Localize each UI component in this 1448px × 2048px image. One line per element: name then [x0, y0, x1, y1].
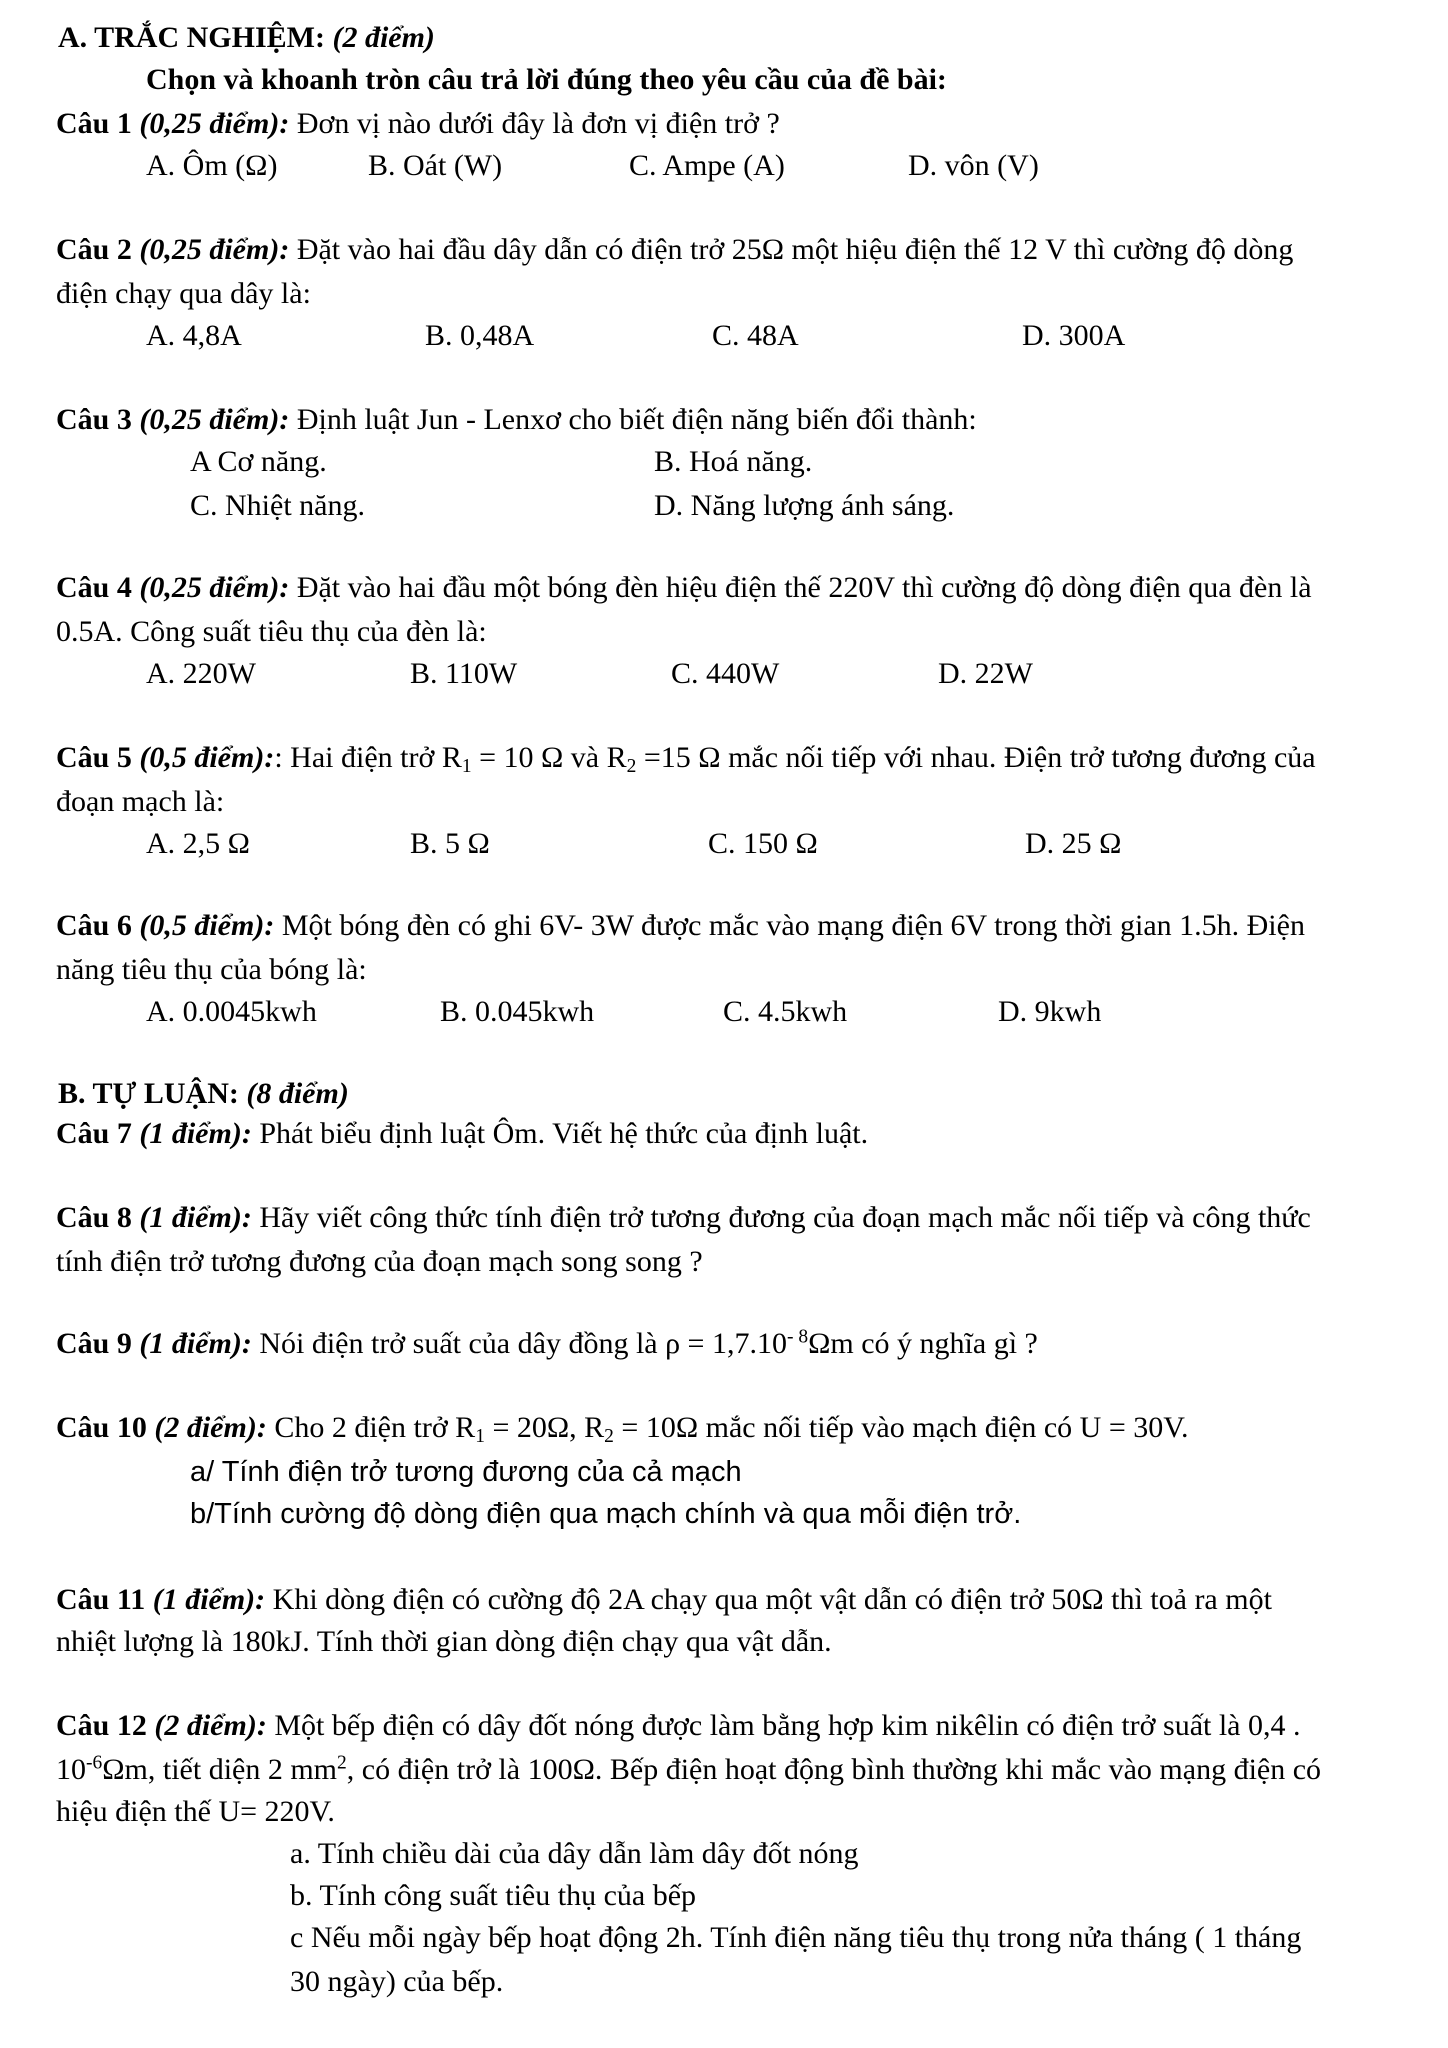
- q5-text-c: =15 Ω mắc nối tiếp với nhau. Điện trở tương đương của: [636, 741, 1316, 774]
- section-b-points: (8 điểm): [246, 1077, 349, 1110]
- question-2: [56, 230, 1293, 270]
- q10-text-a: Cho 2 điện trở R: [274, 1411, 476, 1444]
- q11-text-line1: Khi dòng điện có cường độ 2A chạy qua một vật dẫn có điện trở 50Ω thì toả ra một: [272, 1583, 1272, 1616]
- q4-points: (0,25 điểm):: [139, 571, 290, 604]
- q9-sup: - 8: [786, 1326, 809, 1348]
- q6-option-a[interactable]: A. 0.0045kwh: [146, 995, 317, 1028]
- question-9: [56, 1324, 1038, 1364]
- q2-option-b[interactable]: B. 0,48A: [425, 319, 535, 352]
- q3-option-b[interactable]: B. Hoá năng.: [654, 445, 813, 478]
- q7-label: Câu 7: [56, 1117, 132, 1150]
- q2-text-line2: điện chạy qua dây là:: [56, 277, 311, 310]
- q5-option-d[interactable]: D. 25 Ω: [1025, 827, 1122, 860]
- q12-text-line1: Một bếp điện có dây đốt nóng được làm bằng hợp kim nikêlin có điện trở suất là 0,4 .: [274, 1709, 1301, 1742]
- q7-text: Phát biểu định luật Ôm. Viết hệ thức của định luật.: [259, 1117, 869, 1150]
- q12-label: Câu 12: [56, 1709, 147, 1742]
- q6-points: (0,5 điểm):: [139, 909, 275, 942]
- q5-text-b: = 10 Ω và R: [471, 741, 627, 774]
- q2-option-a[interactable]: A. 4,8A: [146, 319, 242, 352]
- q12-l2-b: Ωm, tiết diện 2 mm: [102, 1753, 338, 1786]
- q12-text-line3: hiệu điện thế U= 220V.: [56, 1795, 335, 1828]
- section-a-points: (2 điểm): [332, 21, 435, 54]
- q5-sub-2: 2: [626, 755, 637, 777]
- q1-points: (0,25 điểm):: [139, 107, 290, 140]
- q10-text-c: = 10Ω mắc nối tiếp vào mạch điện có U = 30V.: [613, 1411, 1189, 1444]
- q11-label: Câu 11: [56, 1583, 146, 1616]
- q2-text-line1: Đặt vào hai đầu dây dẫn có điện trở 25Ω một hiệu điện thế 12 V thì cường độ dòng: [296, 233, 1294, 266]
- q3-option-c[interactable]: C. Nhiệt năng.: [190, 489, 365, 522]
- q11-points: (1 điểm):: [152, 1583, 266, 1616]
- q10-text-b: = 20Ω, R: [484, 1411, 605, 1444]
- question-1: [56, 104, 780, 144]
- q4-option-b[interactable]: B. 110W: [410, 657, 518, 690]
- q9-points: (1 điểm):: [139, 1327, 252, 1360]
- q3-option-d[interactable]: D. Năng lượng ánh sáng.: [654, 489, 955, 522]
- q8-points: (1 điểm):: [139, 1201, 252, 1234]
- q1-label: Câu 1: [56, 107, 132, 140]
- q10-sub-2: 2: [604, 1425, 614, 1447]
- q4-option-c[interactable]: C. 440W: [671, 657, 780, 690]
- q2-option-c[interactable]: C. 48A: [712, 319, 799, 352]
- question-6: [56, 906, 1305, 946]
- q5-text-a: : Hai điện trở R: [274, 741, 462, 774]
- q9-text-b: Ωm có ý nghĩa gì ?: [808, 1327, 1038, 1360]
- q12-part-b: b. Tính công suất tiêu thụ của bếp: [290, 1879, 697, 1912]
- q1-option-a[interactable]: A. Ôm (Ω): [146, 149, 278, 182]
- q6-text-line1: Một bóng đèn có ghi 6V- 3W được mắc vào mạng điện 6V trong thời gian 1.5h. Điện: [281, 909, 1305, 942]
- q10-part-a: a/ Tính điện trở tương đương của cả mạch: [190, 1456, 742, 1488]
- q9-label: Câu 9: [56, 1327, 132, 1360]
- question-7: [56, 1114, 868, 1154]
- q8-text-line2: tính điện trở tương đương của đoạn mạch song song ?: [56, 1245, 703, 1278]
- q6-option-b[interactable]: B. 0.045kwh: [440, 995, 595, 1028]
- q3-option-a[interactable]: A Cơ năng.: [190, 445, 327, 478]
- q10-part-b: b/Tính cường độ dòng điện qua mạch chính và qua mỗi điện trở.: [190, 1498, 1022, 1530]
- question-5: [56, 738, 1316, 778]
- q5-option-c[interactable]: C. 150 Ω: [708, 827, 818, 860]
- q12-l2-a: 10: [56, 1753, 86, 1786]
- section-b-heading: [58, 1074, 349, 1114]
- question-12: [56, 1706, 1301, 1746]
- q5-sub-1: 1: [461, 755, 472, 777]
- q10-label: Câu 10: [56, 1411, 147, 1444]
- section-a-heading: [58, 18, 435, 58]
- q4-text-line1: Đặt vào hai đầu một bóng đèn hiệu điện thế 220V thì cường độ dòng điện qua đèn là: [296, 571, 1312, 604]
- question-11: [56, 1580, 1272, 1620]
- q12-part-c-line2: 30 ngày) của bếp.: [290, 1965, 504, 1998]
- q4-option-a[interactable]: A. 220W: [146, 657, 256, 690]
- q11-text-line2: nhiệt lượng là 180kJ. Tính thời gian dòng điện chạy qua vật dẫn.: [56, 1625, 832, 1658]
- q12-l2-c: , có điện trở là 100Ω. Bếp điện hoạt động bình thường khi mắc vào mạng điện có: [346, 1753, 1322, 1786]
- q8-label: Câu 8: [56, 1201, 132, 1234]
- q2-option-d[interactable]: D. 300A: [1022, 319, 1126, 352]
- q10-points: (2 điểm):: [154, 1411, 267, 1444]
- q4-label: Câu 4: [56, 571, 132, 604]
- q3-label: Câu 3: [56, 403, 132, 436]
- q1-option-d[interactable]: D. vôn (V): [908, 149, 1039, 182]
- q5-points: (0,5 điểm):: [139, 741, 275, 774]
- q5-option-b[interactable]: B. 5 Ω: [410, 827, 490, 860]
- q5-option-a[interactable]: A. 2,5 Ω: [146, 827, 250, 860]
- q7-points: (1 điểm):: [139, 1117, 252, 1150]
- question-3: [56, 400, 977, 440]
- q12-l2-sup2: 2: [337, 1752, 347, 1774]
- q12-text-line2: [56, 1750, 1321, 1790]
- q6-option-d[interactable]: D. 9kwh: [998, 995, 1102, 1028]
- q8-text-line1: Hãy viết công thức tính điện trở tương đương của đoạn mạch mắc nối tiếp và công thức: [259, 1201, 1311, 1234]
- question-10: [56, 1408, 1189, 1448]
- q12-part-c-line1: c Nếu mỗi ngày bếp hoạt động 2h. Tính điện năng tiêu thụ trong nửa tháng ( 1 tháng: [290, 1921, 1302, 1954]
- q4-option-d[interactable]: D. 22W: [938, 657, 1033, 690]
- q6-option-c[interactable]: C. 4.5kwh: [723, 995, 848, 1028]
- q6-text-line2: năng tiêu thụ của bóng là:: [56, 953, 367, 986]
- q2-label: Câu 2: [56, 233, 132, 266]
- q10-sub-1: 1: [475, 1425, 485, 1447]
- q9-text-a: Nói điện trở suất của dây đồng là ρ = 1,7.10: [259, 1327, 787, 1360]
- section-a-title: A. TRẮC NGHIỆM:: [58, 21, 325, 54]
- q2-points: (0,25 điểm):: [139, 233, 290, 266]
- q5-label: Câu 5: [56, 741, 132, 774]
- section-a-instruction: Chọn và khoanh tròn câu trả lời đúng theo yêu cầu của đề bài:: [146, 63, 947, 96]
- q12-part-a: a. Tính chiều dài của dây dẫn làm dây đốt nóng: [290, 1837, 859, 1870]
- section-b-title: B. TỰ LUẬN:: [58, 1077, 239, 1110]
- q5-text-line2: đoạn mạch là:: [56, 785, 225, 818]
- q12-l2-sup1: -6: [86, 1752, 103, 1774]
- question-8: [56, 1198, 1311, 1238]
- q1-option-c[interactable]: C. Ampe (A): [629, 149, 785, 182]
- q6-label: Câu 6: [56, 909, 132, 942]
- q3-text: Định luật Jun - Lenxơ cho biết điện năng biến đổi thành:: [296, 403, 977, 436]
- question-4: [56, 568, 1312, 608]
- q4-text-line2: 0.5A. Công suất tiêu thụ của đèn là:: [56, 615, 487, 648]
- q1-option-b[interactable]: B. Oát (W): [368, 149, 503, 182]
- q1-text: Đơn vị nào dưới đây là đơn vị điện trở ?: [296, 107, 780, 140]
- q12-points: (2 điểm):: [154, 1709, 267, 1742]
- q3-points: (0,25 điểm):: [139, 403, 290, 436]
